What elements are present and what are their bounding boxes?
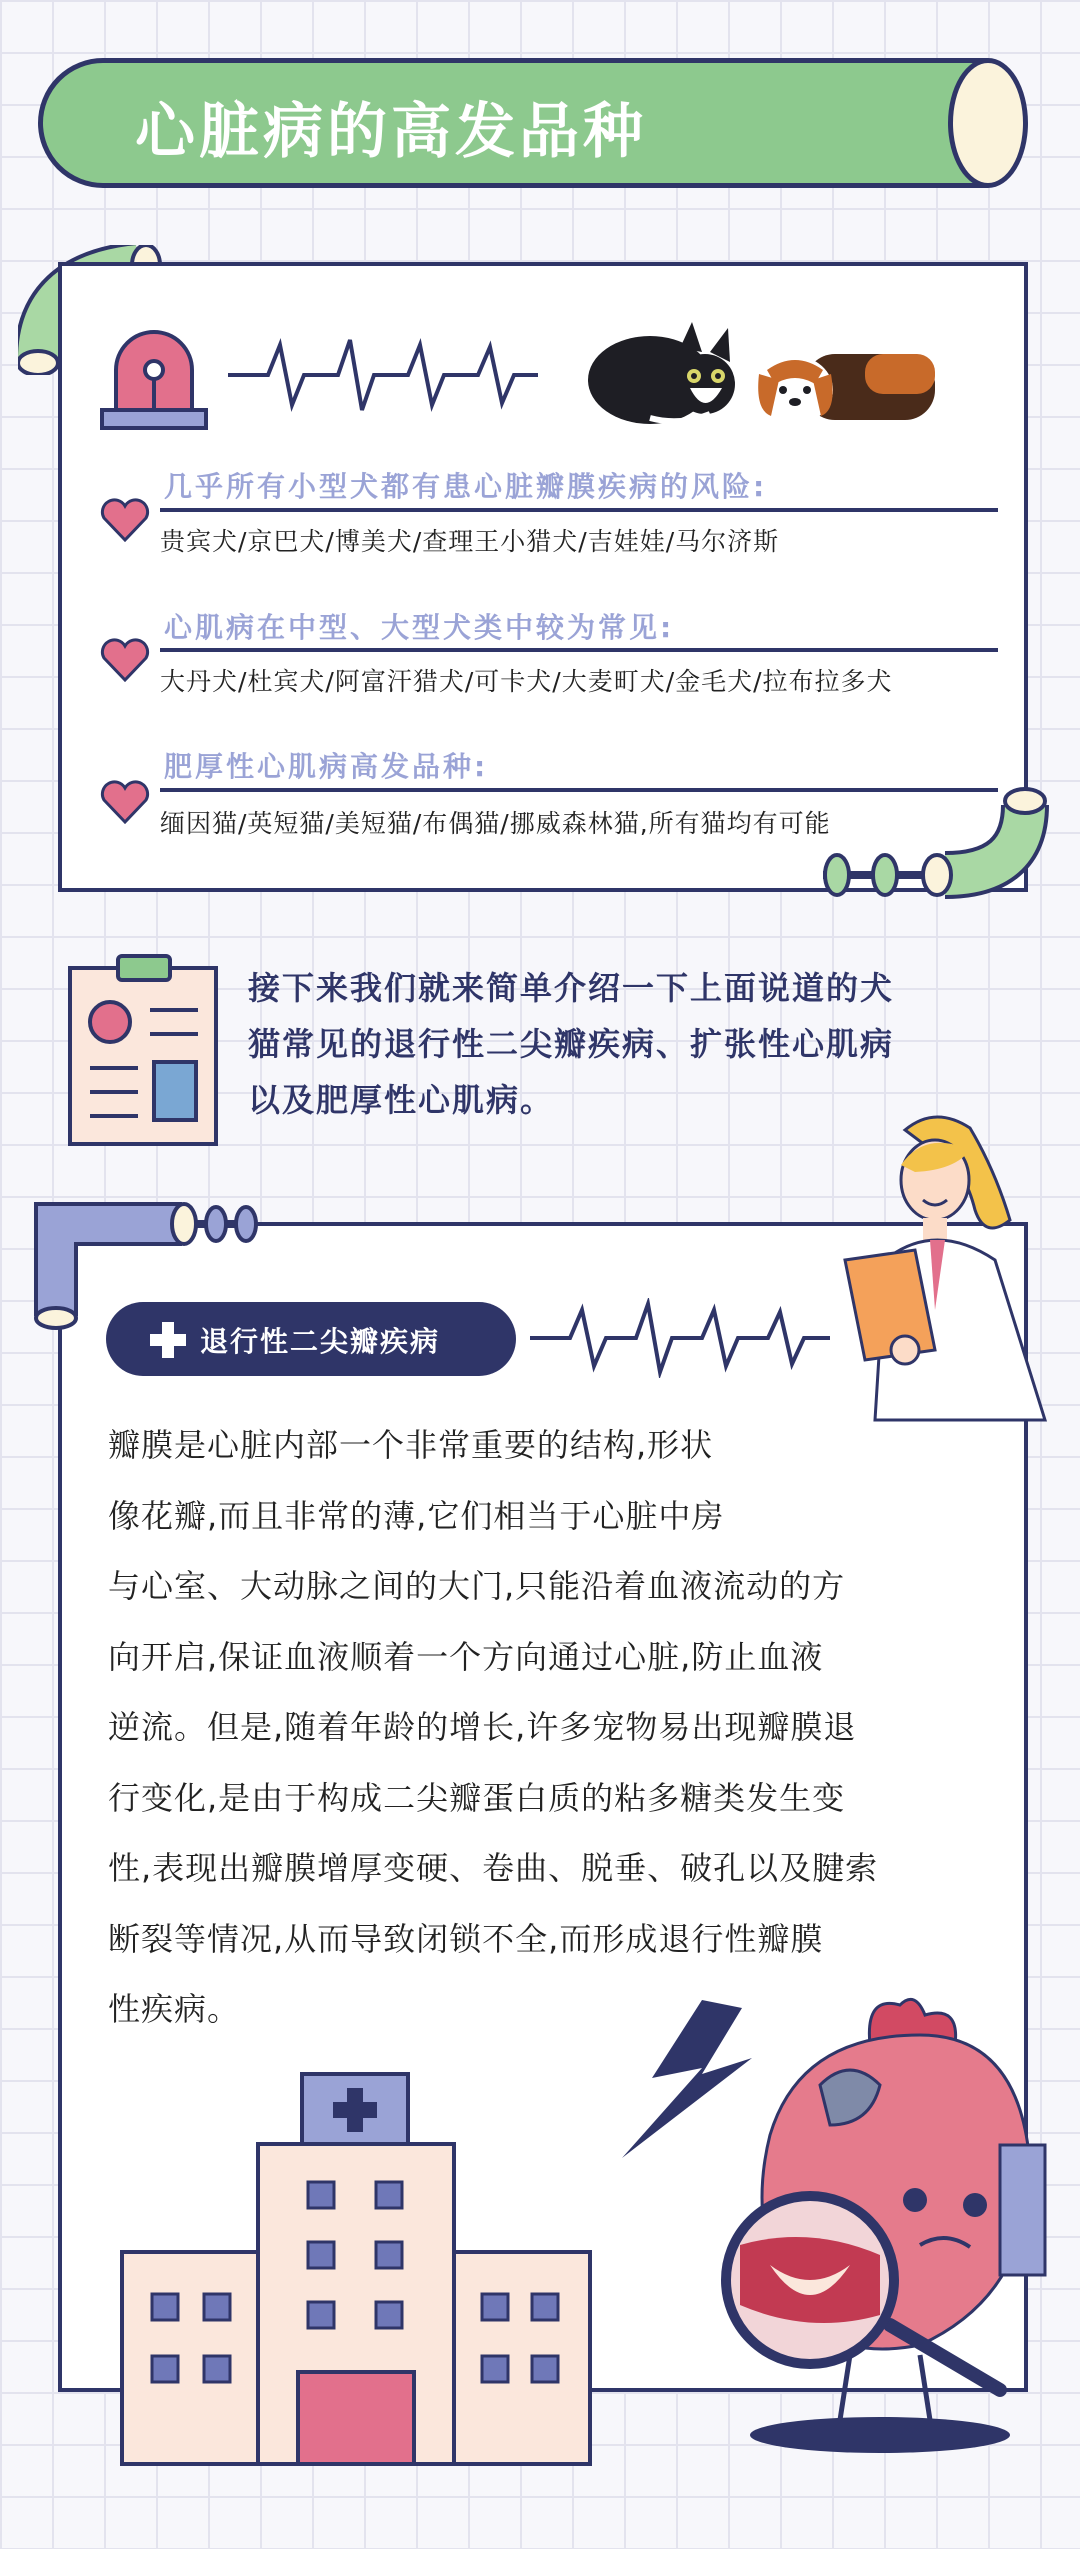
paragraph-line: 断裂等情况,从而导致闭锁不全,而形成退行性瓣膜 (108, 1919, 824, 1958)
heart-icon (100, 498, 150, 542)
page-title: 心脏病的高发品种 (135, 97, 647, 167)
paragraph-line: 性,表现出瓣膜增厚变硬、卷曲、脱垂、破孔以及腱索 (108, 1849, 879, 1887)
plus-icon (148, 1320, 188, 1360)
group-breeds-large-dogs: 大丹犬/杜宾犬/阿富汗猎犬/可卡犬/大麦町犬/金毛犬/拉布拉多犬 (160, 667, 893, 696)
heart-character-illustration (700, 1995, 1060, 2455)
intro-line: 接下来我们就来简单介绍一下上面说道的犬 (248, 969, 895, 1007)
heartbeat-line-icon (530, 1298, 830, 1378)
intro-line: 猫常见的退行性二尖瓣疾病、扩张性心肌病 (248, 1025, 895, 1063)
paragraph-line: 瓣膜是心脏内部一个非常重要的结构,形状 (108, 1426, 714, 1464)
intro-text (248, 960, 1028, 1128)
paragraph-line: 行变化,是由于构成二尖瓣蛋白质的粘多糖类发生变 (108, 1778, 846, 1817)
clipboard-icon (66, 950, 222, 1150)
group-heading-cats: 肥厚性心肌病高发品种: (164, 750, 489, 783)
heart-icon (100, 638, 150, 682)
paragraph-line: 逆流。但是,随着年龄的增长,许多宠物易出现瓣膜退 (108, 1708, 857, 1746)
paragraph-line: 与心室、大动脉之间的大门,只能沿着血液流动的方 (108, 1567, 846, 1605)
cat-icon (580, 318, 740, 428)
dog-icon (745, 340, 945, 430)
group-breeds-small-dogs: 贵宾犬/京巴犬/博美犬/查理王小猎犬/吉娃娃/马尔济斯 (160, 527, 780, 556)
title-banner-cap (948, 58, 1028, 188)
heartbeat-line-icon (228, 335, 538, 415)
group-heading-large-dogs: 心肌病在中型、大型犬类中较为常见: (164, 611, 675, 644)
intro-line: 以及肥厚性心肌病。 (248, 1081, 555, 1119)
divider (160, 508, 998, 512)
heart-icon (100, 780, 150, 824)
paragraph-line: 向开启,保证血液顺着一个方向通过心脏,防止血液 (108, 1637, 824, 1676)
disease-paragraph (108, 1410, 988, 2045)
divider (160, 648, 998, 652)
group-heading-small-dogs: 几乎所有小型犬都有患心脏瓣膜疾病的风险: (164, 470, 768, 503)
disease-tag-label: 退行性二尖瓣疾病 (200, 1325, 441, 1358)
hospital-illustration (118, 2072, 594, 2468)
paragraph-line: 像花瓣,而且非常的薄,它们相当于心脏中房 (108, 1496, 725, 1535)
paragraph-line: 性疾病。 (108, 1990, 241, 2028)
doctor-illustration (835, 1110, 1060, 1430)
siren-icon (98, 322, 210, 434)
group-breeds-cats: 缅因猫/英短猫/美短猫/布偶猫/挪威森林猫,所有猫均有可能 (160, 809, 831, 838)
pipe-decoration (815, 785, 1060, 915)
